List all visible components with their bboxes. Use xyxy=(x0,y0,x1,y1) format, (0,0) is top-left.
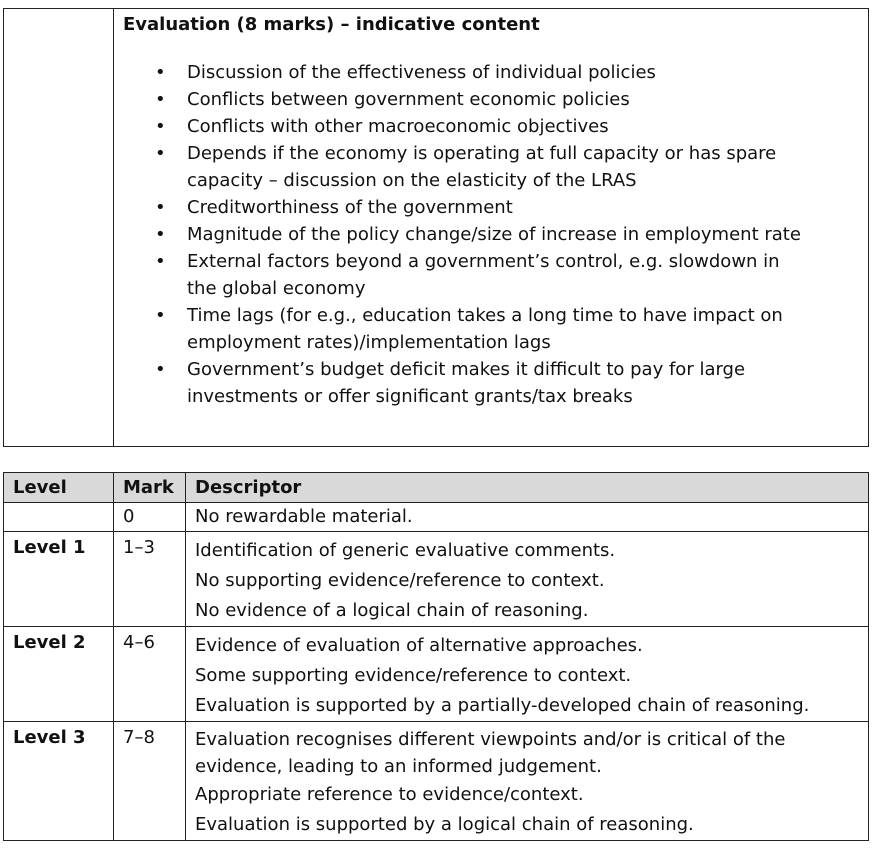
mark-cell: 4–6 xyxy=(114,627,186,722)
bullet-icon: • xyxy=(155,305,166,326)
indicative-content-cell xyxy=(114,9,869,447)
descriptor-line: Some supporting evidence/reference to context. xyxy=(195,665,632,686)
bullet-icon: • xyxy=(155,251,166,272)
bullet-item: • Government’s budget deficit makes it difficult to pay for large investments or offer significant grants/tax breaks xyxy=(187,356,787,410)
descriptor-cell xyxy=(186,722,869,841)
mark-cell: 0 xyxy=(114,503,186,532)
level-cell: Level 1 xyxy=(4,532,114,627)
level-cell: Level 3 xyxy=(4,722,114,841)
bullet-item: • Discussion of the effectiveness of individual policies xyxy=(187,59,858,86)
header-mark: Mark xyxy=(114,473,186,503)
level-cell: Level 2 xyxy=(4,627,114,722)
descriptor-cell: No rewardable material. xyxy=(186,503,869,532)
indicative-content-box xyxy=(3,8,869,447)
descriptor-line: Evaluation is supported by a logical chain of reasoning. xyxy=(195,814,694,835)
mark-cell: 1–3 xyxy=(114,532,186,627)
descriptor-cell xyxy=(186,627,869,722)
bullet-item: • Conflicts with other macroeconomic objectives xyxy=(187,113,858,140)
bullet-icon: • xyxy=(155,89,166,110)
descriptor-line: No evidence of a logical chain of reasoning. xyxy=(195,600,589,621)
header-level: Level xyxy=(4,473,114,503)
descriptor-line: No supporting evidence/reference to context. xyxy=(195,570,605,591)
table-row xyxy=(4,532,869,627)
bullet-item: • Depends if the economy is operating at full capacity or has spare capacity – discussion on the elasticity of the LRAS xyxy=(187,140,827,194)
bullet-item: • Creditworthiness of the government xyxy=(187,194,858,221)
bullet-item: • Time lags (for e.g., education takes a long time to have impact on employment rates)/implementation lags xyxy=(187,302,827,356)
levels-header-row xyxy=(4,473,869,503)
bullet-item: • Conflicts between government economic policies xyxy=(187,86,858,113)
bullet-icon: • xyxy=(155,62,166,83)
bullet-icon: • xyxy=(155,143,166,164)
bullet-item: • Magnitude of the policy change/size of increase in employment rate xyxy=(187,221,858,248)
descriptor-cell xyxy=(186,532,869,627)
bullet-icon: • xyxy=(155,224,166,245)
bullet-icon: • xyxy=(155,359,166,380)
blank-cell xyxy=(4,9,114,447)
indicative-content-list xyxy=(123,59,858,410)
evaluation-title: Evaluation (8 marks) – indicative content xyxy=(123,14,540,35)
descriptor-line: Evaluation is supported by a partially-developed chain of reasoning. xyxy=(195,695,810,716)
bullet-icon: • xyxy=(155,116,166,137)
descriptor-line: Identification of generic evaluative comments. xyxy=(195,540,616,561)
header-descriptor: Descriptor xyxy=(186,473,869,503)
descriptor-line: Appropriate reference to evidence/context. xyxy=(195,784,584,805)
table-row xyxy=(4,503,869,532)
mark-cell: 7–8 xyxy=(114,722,186,841)
table-row xyxy=(4,627,869,722)
bullet-item: • External factors beyond a government’s control, e.g. slowdown in the global economy xyxy=(187,248,807,302)
descriptor-line: Evidence of evaluation of alternative approaches. xyxy=(195,635,643,656)
table-row xyxy=(4,722,869,841)
level-cell xyxy=(4,503,114,532)
bullet-icon: • xyxy=(155,197,166,218)
descriptor-line: Evaluation recognises different viewpoints and/or is critical of the evidence, leading to an informed judgement. xyxy=(195,729,786,777)
levels-table xyxy=(3,472,869,841)
